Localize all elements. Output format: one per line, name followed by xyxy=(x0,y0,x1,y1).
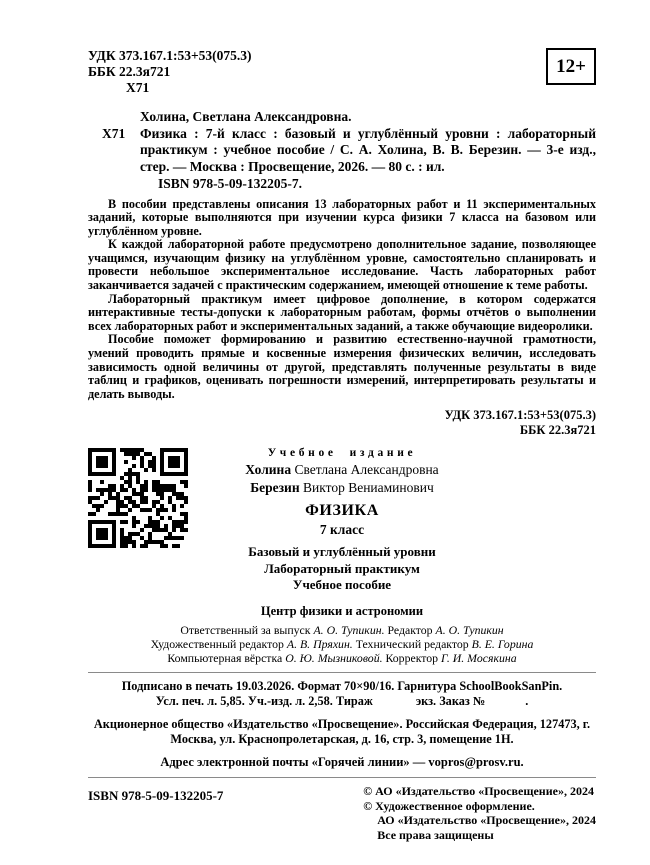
book-subtitle: Лабораторный практикум xyxy=(264,560,420,576)
credit-name: А. О. Тупикин. xyxy=(313,622,385,637)
credit-role: Редактор xyxy=(384,622,436,637)
entry-author-sign: Х71 xyxy=(102,125,126,141)
credit-name: Г. И. Мосякина xyxy=(441,650,517,665)
credit-line-1 xyxy=(88,624,596,638)
credit-role: Компьютерная вёрстка xyxy=(167,650,286,665)
author-1-given: Светлана Александровна xyxy=(294,462,439,478)
author-2-given: Виктор Вениаминович xyxy=(303,480,434,496)
udk-top: УДК 373.167.1:53+53(075.3) xyxy=(88,48,252,63)
book-title: ФИЗИКА xyxy=(305,502,379,520)
credit-role: Технический редактор xyxy=(352,636,472,651)
entry-paragraph xyxy=(88,126,596,176)
print-line-2: Усл. печ. л. 5,85. Уч.-изд. л. 2,58. Тираж экз. Заказ № . xyxy=(155,694,529,709)
top-classification-row xyxy=(88,48,596,96)
author-2-surname: Березин xyxy=(250,480,300,496)
classification-top xyxy=(88,48,252,96)
book-level: Базовый и углублённый уровни xyxy=(248,544,436,560)
bibliographic-entry xyxy=(88,109,596,193)
copyright-line-1: © АО «Издательство «Просвещение», 2024 xyxy=(363,784,594,799)
annotation xyxy=(88,198,596,402)
print-line-1: Подписано в печать 19.03.2026. Формат 70×90/16. Гарнитура SchoolBookSanPin. xyxy=(121,679,563,694)
book-kind: Учебное пособие xyxy=(292,577,392,593)
entry-isbn: ISBN 978-5-09-132205-7. xyxy=(158,176,302,191)
annotation-paragraph-4: Пособие поможет формированию и развитию естественно-научной грамотности, умений проводить прямые и косвенные измерения физических величин, исследовать зависимость одной величины от другой, представлять полученные результаты в виде таблиц и графиков, оценивать погрешности измерений, интерпретировать результаты и делать выводы. xyxy=(88,332,596,401)
author-sign-top: Х71 xyxy=(126,80,150,95)
staff-credits xyxy=(88,624,596,665)
credit-line-3 xyxy=(88,652,596,666)
qr-code-graphic xyxy=(88,448,188,548)
annotation-paragraph-2: К каждой лабораторной работе предусмотрено дополнительное задание, позволяющее учащимся, изучающим физику на углублённом уровне, самостоятельно спланировать и провести небольшое экспериментальное исследование. Часть лабораторных работ заканчивается задачей с практическим содержанием, имеющей отношение к теме работы. xyxy=(88,237,596,293)
copyright-line-3: АО «Издательство «Просвещение», 2024 xyxy=(377,813,596,828)
qr-code xyxy=(88,448,188,548)
credit-name: А. В. Пряхин. xyxy=(286,636,353,651)
publisher-address: Акционерное общество «Издательство «Просвещение». Российская Федерация, 127473, г. Москва, ул. Краснопролетарская, д. 16, стр. 3, помещение 1Н. xyxy=(93,717,591,746)
udk-right: УДК 373.167.1:53+53(075.3) xyxy=(444,408,596,423)
bbk-right: ББК 22.3я721 xyxy=(519,423,596,438)
credit-name: В. Е. Горина xyxy=(471,636,534,651)
department-line: Центр физики и астрономии xyxy=(260,603,424,618)
annotation-paragraph-1: В пособии представлены описания 13 лабораторных работ и 11 экспериментальных заданий, которые выполняются при изучении курса физики 7 класса на базовом или углублённом уровне. xyxy=(88,196,596,238)
credit-name: А. О. Тупикин xyxy=(435,622,504,637)
credit-name: О. Ю. Мызниковой. xyxy=(285,650,383,665)
age-rating-badge: 12+ xyxy=(546,48,596,85)
divider-top xyxy=(88,672,596,673)
book-grade: 7 класс xyxy=(319,522,365,538)
copyright-block xyxy=(363,784,596,842)
isbn-bottom: ISBN 978-5-09-132205-7 xyxy=(88,788,224,804)
credit-role: Корректор xyxy=(382,650,442,665)
bbk-top: ББК 22.3я721 xyxy=(88,64,171,79)
classification-right xyxy=(88,408,596,438)
annotation-paragraph-3: Лабораторный практикум имеет цифровое дополнение, в котором содержатся интерактивные тесты-допуски к лабораторным работам, формы отчётов о выполнении всех лабораторных работ и экспериментальных заданий, а также обучающие видеоролики. xyxy=(88,291,596,333)
copyright-line-2: © Художественное оформление. xyxy=(363,798,535,813)
print-info xyxy=(88,679,596,709)
credit-line-2 xyxy=(88,638,596,652)
hotline-email-line: Адрес электронной почты «Горячей линии» — vopros@prosv.ru. xyxy=(160,755,524,770)
entry-description: Физика : 7-й класс : базовый и углублённый уровни : лабораторный практикум : учебное пособие / С. А. Холина, В. В. Березин. — 3-е изд., стер. — Москва : Просвещение, 2026. — 80 с. : ил. xyxy=(140,125,596,174)
edition-type-label: Учебное издание xyxy=(267,447,417,460)
credit-role: Художественный редактор xyxy=(150,636,287,651)
author-1-surname: Холина xyxy=(245,462,292,478)
copyright-line-4: Все права защищены xyxy=(377,827,494,842)
credit-role: Ответственный за выпуск xyxy=(180,622,314,637)
isbn-copyright-row xyxy=(88,784,596,842)
entry-author-heading: Холина, Светлана Александровна. xyxy=(140,109,352,124)
imprint-middle-block xyxy=(88,446,596,665)
divider-bottom xyxy=(88,777,596,778)
page-content xyxy=(88,48,596,842)
